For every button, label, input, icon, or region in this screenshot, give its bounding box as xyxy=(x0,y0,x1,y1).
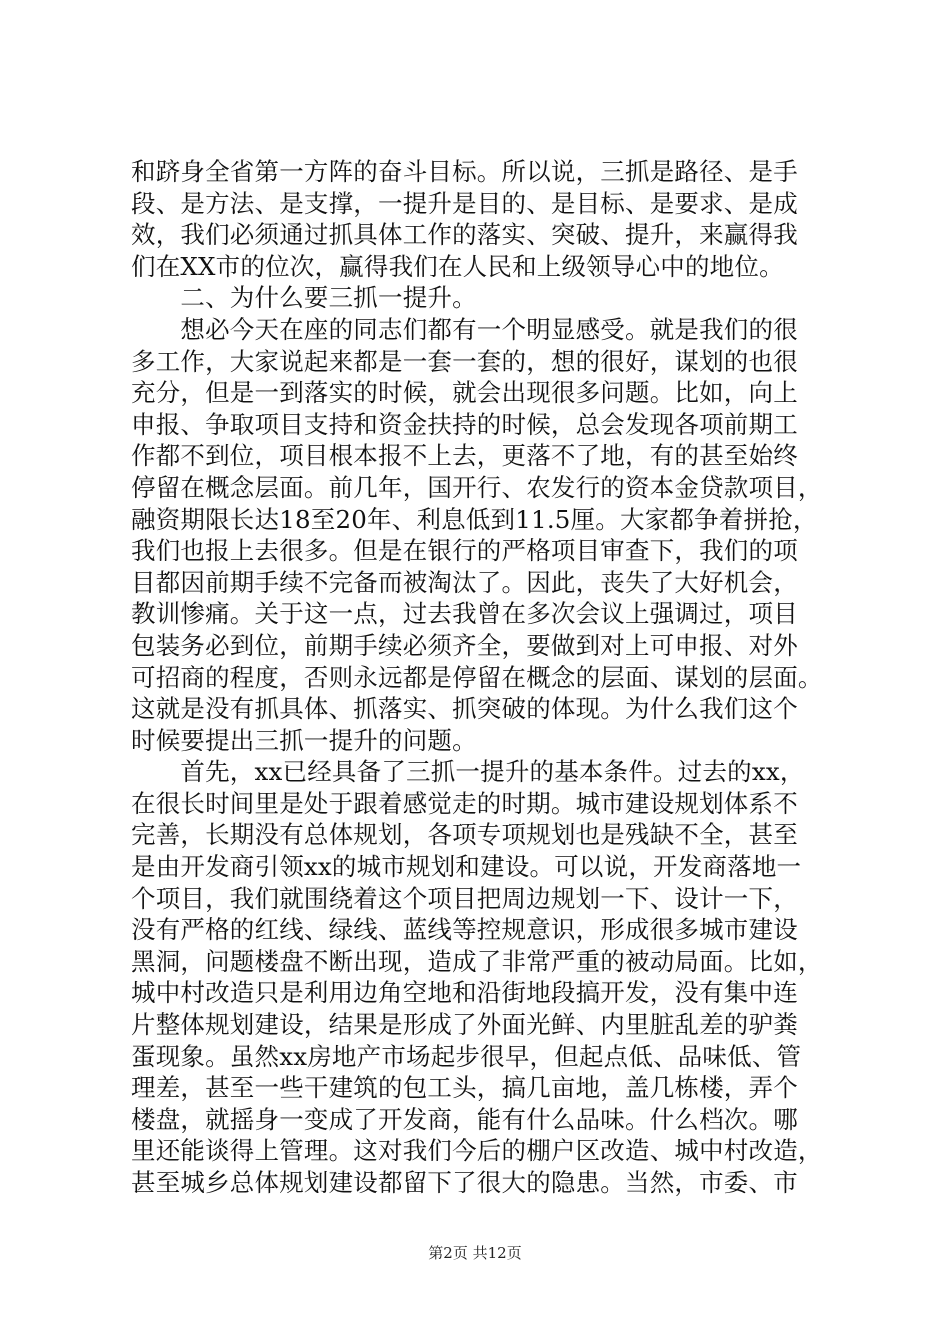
section-heading: 二、为什么要三抓一提升。 xyxy=(131,283,477,313)
text-line: 城中村改造只是利用边角空地和沿街地段搞开发，没有集中连 xyxy=(131,978,798,1008)
text-line: 首先，xx已经具备了三抓一提升的基本条件。过去的xx， xyxy=(131,757,805,787)
body-text xyxy=(131,156,831,1199)
text-line: 里还能谈得上管理。这对我们今后的棚户区改造、城中村改造， xyxy=(131,1136,823,1166)
text-line: 个项目，我们就围绕着这个项目把周边规划一下、设计一下， xyxy=(131,883,798,913)
text-line: 包装务必到位，前期手续必须齐全，要做到对上可申报、对外 xyxy=(131,630,798,660)
text-line: 片整体规划建设，结果是形成了外面光鲜、内里脏乱差的驴粪 xyxy=(131,1010,798,1040)
text-line: 时候要提出三抓一提升的问题。 xyxy=(131,725,477,755)
text-line: 充分，但是一到落实的时候，就会出现很多问题。比如，向上 xyxy=(131,378,798,408)
text-line: 理差，甚至一些干建筑的包工头，搞几亩地，盖几栋楼，弄个 xyxy=(131,1073,798,1103)
text-line: 完善，长期没有总体规划，各项专项规划也是残缺不全，甚至 xyxy=(131,820,798,850)
text-line: 没有严格的红线、绿线、蓝线等控规意识，形成很多城市建设 xyxy=(131,915,798,945)
text-line: 目都因前期手续不完备而被淘汰了。因此，丧失了大好机会， xyxy=(131,567,798,597)
text-line: 和跻身全省第一方阵的奋斗目标。所以说，三抓是路径、是手 xyxy=(131,157,798,186)
text-line: 作都不到位，项目根本报不上去，更落不了地，有的甚至始终 xyxy=(131,441,798,471)
text-line: 申报、争取项目支持和资金扶持的时候，总会发现各项前期工 xyxy=(131,409,798,439)
text-line: 楼盘，就摇身一变成了开发商，能有什么品味。什么档次。哪 xyxy=(131,1104,798,1134)
text-line: 我们也报上去很多。但是在银行的严格项目审查下，我们的项 xyxy=(131,536,798,566)
text-line: 可招商的程度，否则永远都是停留在概念的层面、谋划的层面。 xyxy=(131,662,823,692)
text-line: 融资期限长达18至20年、利息低到11.5厘。大家都争着拼抢， xyxy=(131,504,818,534)
text-line: 教训惨痛。关于这一点，过去我曾在多次会议上强调过，项目 xyxy=(131,599,798,629)
text-line: 甚至城乡总体规划建设都留下了很大的隐患。当然，市委、市 xyxy=(131,1168,798,1197)
text-line: 这就是没有抓具体、抓落实、抓突破的体现。为什么我们这个 xyxy=(131,694,798,724)
text-line: 们在XX市的位次，赢得我们在人民和上级领导心中的地位。 xyxy=(131,251,784,281)
text-line: 蛋现象。虽然xx房地产市场起步很早，但起点低、品味低、管 xyxy=(131,1041,802,1071)
text-line: 黑洞，问题楼盘不断出现，造成了非常严重的被动局面。比如， xyxy=(131,946,823,976)
text-line: 停留在概念层面。前几年，国开行、农发行的资本金贷款项目， xyxy=(131,472,823,502)
text-line: 是由开发商引领xx的城市规划和建设。可以说，开发商落地一 xyxy=(131,852,802,882)
text-line: 想必今天在座的同志们都有一个明显感受。就是我们的很 xyxy=(131,314,798,344)
page-number-footer: 第2页 共12页 xyxy=(428,1244,522,1262)
text-line: 效，我们必须通过抓具体工作的落实、突破、提升，来赢得我 xyxy=(131,220,798,250)
text-line: 在很长时间里是处于跟着感觉走的时期。城市建设规划体系不 xyxy=(131,788,798,818)
text-line: 多工作，大家说起来都是一套一套的，想的很好，谋划的也很 xyxy=(131,346,798,376)
text-line: 段、是方法、是支撑，一提升是目的、是目标、是要求、是成 xyxy=(131,188,798,218)
